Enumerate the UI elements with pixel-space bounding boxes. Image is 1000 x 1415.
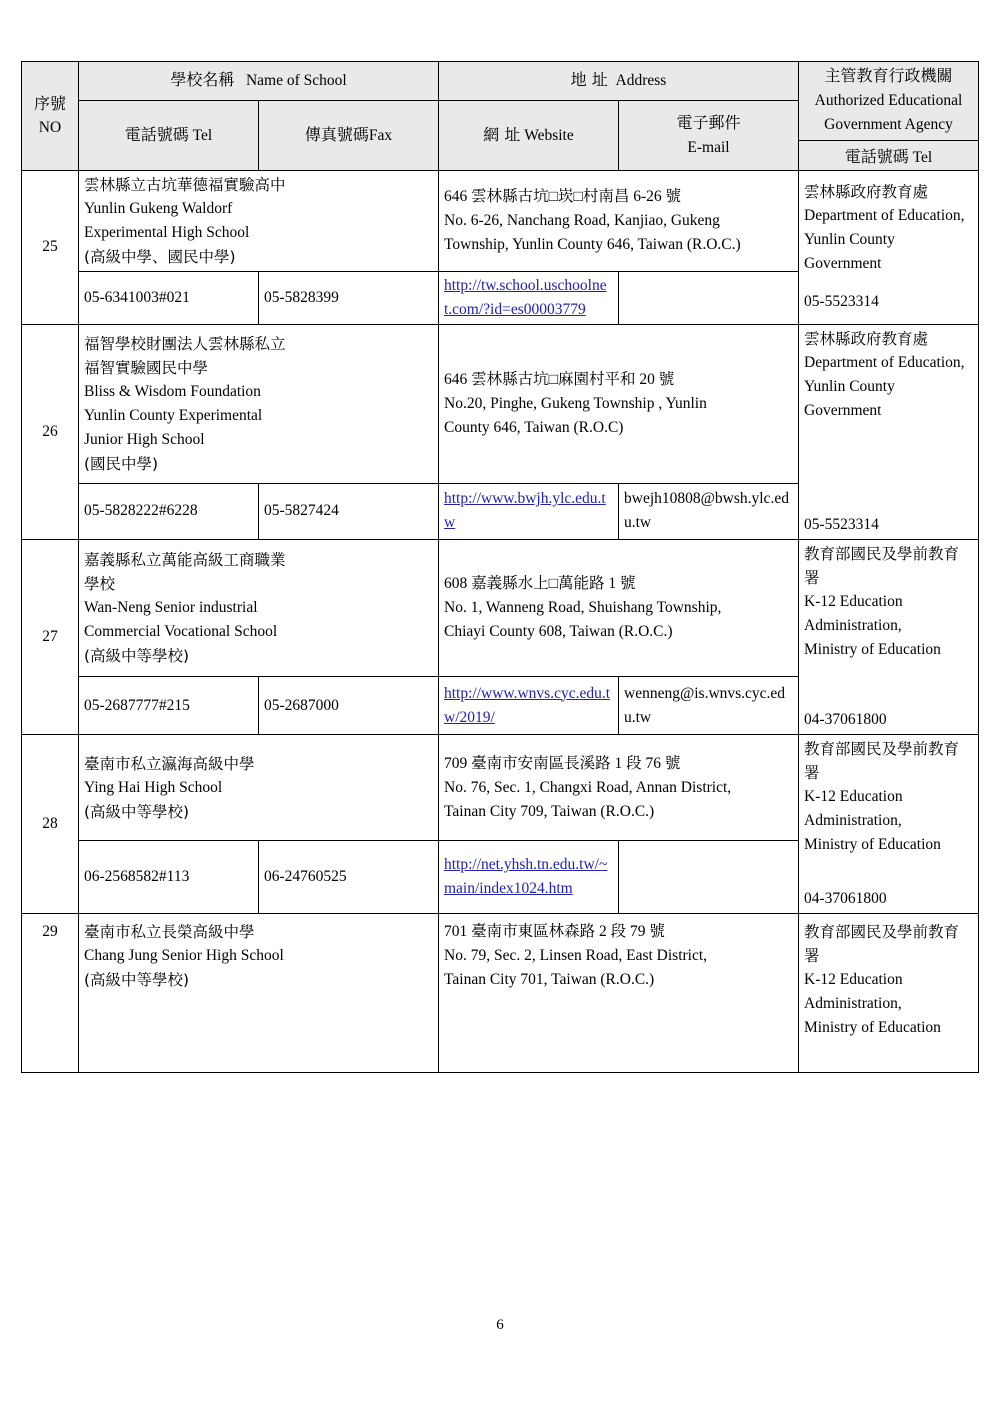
address-zh: 646 雲林縣古坑□崁□村南昌 6-26 號 — [444, 187, 682, 205]
school-email: wenneng@is.wnvs.cyc.edu.tw — [624, 684, 786, 726]
school-name-zh-line2: 學校 — [84, 574, 116, 593]
agency-en-line2: Yunlin County Government — [804, 377, 895, 419]
school-name-zh-line2: 福智實驗國民中學 — [84, 358, 209, 377]
agency-en-line2: Administration, — [804, 812, 902, 830]
header-email — [619, 100, 799, 170]
agency-en-line3: Ministry of Education — [804, 1019, 941, 1037]
address-en-line1: No. 6-26, Nanchang Road, Kanjiao, Gukeng — [444, 211, 720, 229]
school-website-cell — [439, 271, 619, 324]
address-zh: 709 臺南市安南區長溪路 1 段 76 號 — [444, 754, 681, 772]
address-en-line1: No. 76, Sec. 1, Changxi Road, Annan District, — [444, 778, 732, 796]
school-fax: 05-5828399 — [259, 271, 439, 324]
header-fax — [259, 100, 439, 170]
address-cell — [439, 735, 799, 841]
school-name-zh: 嘉義縣私立萬能高級工商職業 — [84, 550, 286, 569]
header-website-en: Website — [524, 126, 574, 144]
school-fax: 06-24760525 — [259, 841, 439, 914]
header-agency-tel-en: Tel — [912, 148, 933, 166]
header-no-en: NO — [38, 119, 62, 137]
address-en-line2: Tainan City 709, Taiwan (R.O.C.) — [444, 802, 655, 820]
header-address-zh: 地 址 — [570, 70, 608, 90]
school-email-cell — [619, 841, 799, 914]
agency-tel: 04-37061800 — [804, 890, 887, 908]
school-name-en-line1: Yunlin Gukeng Waldorf — [84, 199, 233, 217]
row-no: 28 — [22, 735, 79, 914]
school-email: bwejh10808@bwsh.ylc.edu.tw — [624, 490, 789, 532]
school-name-zh: 臺南市私立長榮高級中學 — [84, 923, 255, 942]
agency-en-line2: Administration, — [804, 617, 902, 635]
school-name-cell — [79, 540, 439, 677]
header-agency-tel — [799, 140, 978, 170]
schools-directory-table — [21, 61, 979, 1073]
agency-en-line1: K-12 Education — [804, 593, 903, 611]
school-level-zh: (高級中學、國民中學) — [84, 247, 236, 266]
header-website-zh: 網 址 — [483, 124, 521, 144]
school-name-cell — [79, 170, 439, 271]
school-website-link[interactable]: http://www.wnvs.cyc.edu.tw/2019/ — [444, 684, 611, 726]
agency-tel: 04-37061800 — [804, 711, 887, 729]
agency-cell — [799, 540, 979, 735]
header-agency-zh: 主管教育行政機關 — [824, 66, 953, 85]
address-cell — [439, 170, 799, 271]
agency-en-line1: K-12 Education — [804, 971, 903, 989]
address-en-line2: Township, Yunlin County 646, Taiwan (R.O.C.) — [444, 235, 741, 253]
agency-zh: 雲林縣政府教育處 — [804, 183, 929, 202]
school-name-en-line2: Yunlin County Experimental — [84, 406, 263, 424]
header-tel — [79, 100, 259, 170]
school-name-en-line2: Commercial Vocational School — [84, 623, 278, 641]
agency-tel: 05-5523314 — [804, 516, 879, 533]
header-agency-tel-zh: 電話號碼 — [844, 146, 909, 166]
school-level-zh: (國民中學) — [84, 454, 159, 473]
agency-cell — [799, 324, 979, 539]
agency-cell — [799, 170, 979, 324]
table-header — [22, 62, 979, 171]
address-zh: 646 雲林縣古坑□麻園村平和 20 號 — [444, 370, 675, 388]
agency-zh: 教育部國民及學前教育署 — [804, 740, 960, 783]
header-fax-en: Fax — [368, 126, 393, 144]
table-body — [22, 170, 979, 1072]
school-name-cell — [79, 735, 439, 841]
header-agency-en-line2: Government Agency — [824, 115, 953, 133]
table-row — [22, 324, 979, 483]
school-name-cell — [79, 914, 439, 1073]
header-no — [22, 62, 79, 171]
school-email-cell — [619, 677, 799, 735]
school-website-cell — [439, 677, 619, 735]
school-tel: 05-2687777#215 — [79, 677, 259, 735]
table-row — [22, 735, 979, 841]
agency-en-line1: Department of Education, — [804, 207, 965, 225]
header-tel-zh: 電話號碼 — [124, 124, 189, 144]
school-tel: 05-6341003#021 — [79, 271, 259, 324]
header-address-en: Address — [615, 72, 667, 90]
address-en-line2: Tainan City 701, Taiwan (R.O.C.) — [444, 971, 655, 989]
address-cell — [439, 324, 799, 483]
header-agency — [799, 62, 979, 171]
school-fax: 05-2687000 — [259, 677, 439, 735]
school-name-en-line1: Chang Jung Senior High School — [84, 947, 284, 965]
address-zh: 701 臺南市東區林森路 2 段 79 號 — [444, 923, 665, 941]
school-level-zh: (高級中等學校) — [84, 802, 190, 821]
header-website — [439, 100, 619, 170]
school-fax: 05-5827424 — [259, 483, 439, 539]
agency-zh: 教育部國民及學前教育署 — [804, 923, 960, 966]
header-email-en: E-mail — [687, 138, 730, 156]
table-row — [22, 170, 979, 271]
school-level-zh: (高級中等學校) — [84, 971, 190, 990]
school-name-en-line1: Bliss & Wisdom Foundation — [84, 382, 261, 400]
agency-en-line3: Ministry of Education — [804, 836, 941, 854]
header-fax-zh: 傳真號碼 — [304, 124, 369, 144]
address-cell — [439, 540, 799, 677]
table-row — [22, 540, 979, 677]
agency-zh: 教育部國民及學前教育署 — [804, 545, 960, 588]
agency-zh: 雲林縣政府教育處 — [804, 329, 929, 348]
agency-en-line3: Ministry of Education — [804, 641, 941, 659]
agency-cell — [799, 735, 979, 914]
address-zh: 608 嘉義縣水上□萬能路 1 號 — [444, 574, 636, 592]
address-cell — [439, 914, 799, 1073]
agency-cell — [799, 914, 979, 1073]
address-en-line2: Chiayi County 608, Taiwan (R.O.C.) — [444, 623, 673, 641]
school-email-cell — [619, 271, 799, 324]
school-name-en-line3: Junior High School — [84, 430, 205, 448]
address-en-line1: No.20, Pinghe, Gukeng Township , Yunlin — [444, 394, 707, 412]
address-en-line2: County 646, Taiwan (R.O.C) — [444, 418, 624, 436]
agency-en-line1: Department of Education, — [804, 353, 965, 371]
school-name-zh: 福智學校財團法人雲林縣私立 — [84, 334, 286, 353]
header-email-zh: 電子郵件 — [676, 113, 741, 132]
row-no: 27 — [22, 540, 79, 735]
school-name-en-line1: Wan-Neng Senior industrial — [84, 599, 258, 616]
school-website-link[interactable]: http://tw.school.uschoolnet.com/?id=es00003779 — [444, 276, 607, 318]
school-tel: 05-5828222#6228 — [79, 483, 259, 539]
school-name-en-line1: Ying Hai High School — [84, 778, 223, 796]
header-tel-en: Tel — [192, 126, 213, 144]
agency-en-line2: Administration, — [804, 995, 902, 1013]
school-tel: 06-2568582#113 — [79, 841, 259, 914]
header-no-zh: 序號 — [33, 93, 66, 113]
header-agency-en-line1: Authorized Educational — [814, 91, 963, 109]
school-name-en-line2: Experimental High School — [84, 223, 250, 241]
school-website-cell — [439, 841, 619, 914]
school-name-zh: 雲林縣立古坑華德福實驗高中 — [84, 175, 286, 194]
header-school-name — [79, 62, 439, 101]
school-website-cell — [439, 483, 619, 539]
header-row-top — [22, 62, 979, 101]
header-school-name-en: Name of School — [245, 72, 347, 90]
school-name-zh: 臺南市私立瀛海高級中學 — [84, 754, 255, 773]
header-address — [439, 62, 799, 101]
header-school-name-zh: 學校名稱 — [170, 70, 235, 90]
address-en-line1: No. 79, Sec. 2, Linsen Road, East District, — [444, 947, 708, 965]
agency-en-line1: K-12 Education — [804, 788, 903, 806]
school-name-cell — [79, 324, 439, 483]
address-en-line1: No. 1, Wanneng Road, Shuishang Township, — [444, 599, 722, 616]
page-number: 6 — [496, 1317, 504, 1333]
table-row — [22, 914, 979, 1073]
row-no: 26 — [22, 324, 79, 539]
school-website-link[interactable]: http://www.bwjh.ylc.edu.tw — [444, 490, 606, 532]
agency-tel: 05-5523314 — [804, 293, 879, 311]
agency-en-line2: Yunlin County Government — [804, 231, 895, 273]
school-website-link[interactable]: http://net.yhsh.tn.edu.tw/~main/index1024.htm — [444, 856, 608, 898]
school-email-cell — [619, 483, 799, 539]
school-level-zh: (高級中等學校) — [84, 647, 190, 666]
row-no: 25 — [22, 170, 79, 324]
row-no: 29 — [22, 914, 79, 1073]
